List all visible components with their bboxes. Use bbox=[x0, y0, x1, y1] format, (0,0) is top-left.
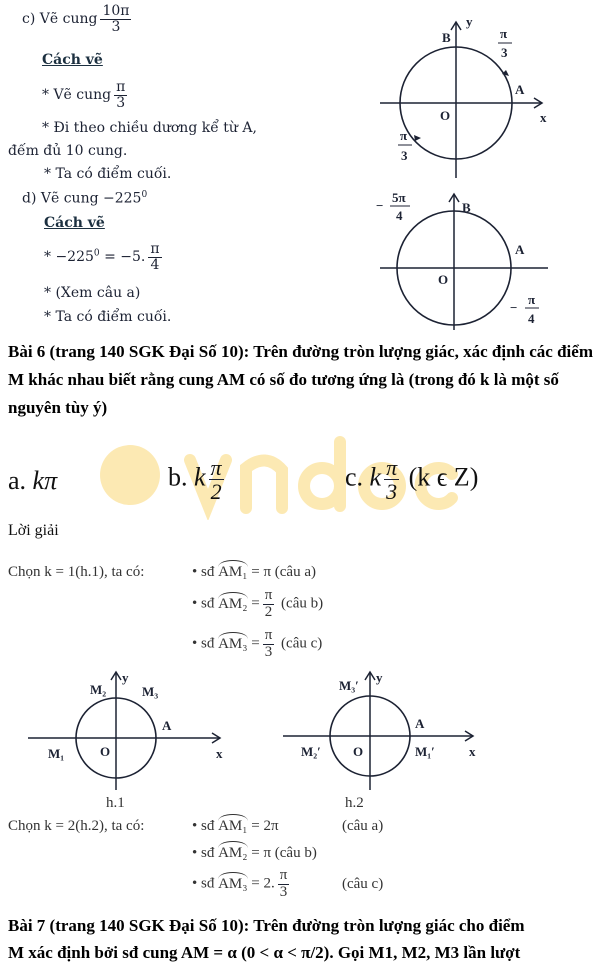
part-d-title bbox=[22, 190, 147, 207]
fraction bbox=[114, 80, 127, 110]
text: d) Vẽ cung −225 bbox=[22, 190, 142, 207]
numerator: 10π bbox=[102, 3, 130, 19]
label: c. bbox=[345, 462, 364, 492]
text: = bbox=[251, 635, 260, 652]
h1-caption: h.1 bbox=[106, 795, 125, 811]
numerator: 5π bbox=[392, 190, 406, 205]
point-label: M₃ bbox=[142, 684, 159, 699]
step bbox=[42, 80, 130, 110]
point-label: M₁ bbox=[48, 746, 65, 761]
exercise-7-line1: Bài 7 (trang 140 SGK Đại Số 10): Trên đường tròn lượng giác cho điểm bbox=[8, 916, 525, 935]
sup: 0 bbox=[141, 190, 148, 200]
k2-bullet-b bbox=[192, 845, 317, 862]
denominator: 4 bbox=[396, 208, 403, 223]
expr: kπ bbox=[32, 466, 58, 495]
step: * Đi theo chiều dương kể từ A, bbox=[42, 120, 257, 136]
point-label: O bbox=[440, 108, 451, 123]
text: * −225 bbox=[44, 249, 94, 266]
numerator: π bbox=[116, 79, 126, 95]
axis-label: x bbox=[540, 110, 547, 125]
solution-label: Lời giải bbox=[8, 522, 59, 539]
text: = bbox=[251, 595, 260, 612]
sup: 0 bbox=[93, 248, 100, 259]
text: • sđ bbox=[192, 564, 215, 580]
arc: AM₂ bbox=[218, 845, 248, 861]
text: • sđ bbox=[192, 818, 215, 834]
arc: AM₁ bbox=[218, 818, 248, 834]
denominator: 3 bbox=[401, 148, 408, 163]
denominator: 3 bbox=[264, 643, 273, 660]
sign: − bbox=[510, 300, 518, 315]
text: c) Vẽ cung bbox=[22, 11, 98, 28]
k: k bbox=[369, 462, 382, 492]
point-label: B bbox=[442, 30, 451, 45]
text: • sđ bbox=[192, 845, 215, 861]
numerator: π bbox=[279, 867, 288, 883]
text: = π (câu b) bbox=[251, 845, 317, 861]
watermark-mascot-icon bbox=[100, 445, 160, 505]
numerator: π bbox=[150, 241, 160, 257]
numerator: π bbox=[386, 455, 398, 480]
denominator: 3 bbox=[279, 883, 288, 900]
exercise-7-line2: M xác định bởi sđ cung AM = α (0 < α < π/2). Gọi M1, M2, M3 lần lượt bbox=[8, 943, 521, 962]
denominator: 4 bbox=[150, 256, 160, 273]
text: = 2π bbox=[251, 818, 279, 834]
k1-intro: Chọn k = 1(h.1), ta có: bbox=[8, 564, 145, 580]
arc: AM₁ bbox=[218, 564, 248, 580]
point-label: M₂ bbox=[90, 682, 107, 697]
k1-bullet-a bbox=[192, 564, 316, 581]
text: (câu b) bbox=[281, 595, 324, 612]
point-label: M₃′ bbox=[339, 678, 359, 693]
denominator: 3 bbox=[111, 18, 121, 35]
point-label: O bbox=[353, 744, 364, 759]
denominator: 4 bbox=[528, 311, 535, 326]
option-c bbox=[345, 456, 478, 503]
point-label: M₁′ bbox=[415, 744, 435, 759]
figure-h2 bbox=[275, 668, 485, 792]
fraction bbox=[209, 456, 224, 503]
k2-bullet-a bbox=[192, 818, 279, 835]
step bbox=[44, 242, 165, 272]
numerator: π bbox=[400, 128, 408, 143]
text: = −5. bbox=[104, 249, 146, 266]
method-heading: Cách vẽ bbox=[42, 52, 103, 68]
step: đếm đủ 10 cung. bbox=[8, 143, 128, 159]
sign: − bbox=[376, 198, 384, 213]
text: • sđ bbox=[192, 635, 215, 652]
k2-tag-a: (câu a) bbox=[342, 818, 384, 834]
set: (k ϵ Z) bbox=[408, 462, 479, 492]
k2-bullet-c bbox=[192, 868, 292, 901]
fraction bbox=[278, 868, 290, 901]
text: = 2. bbox=[251, 875, 275, 892]
denominator: 2 bbox=[210, 479, 222, 505]
text: * Vẽ cung bbox=[42, 87, 112, 104]
denominator: 3 bbox=[116, 94, 126, 111]
point-label: A bbox=[415, 716, 425, 731]
option-a bbox=[8, 466, 57, 496]
step: * Ta có điểm cuối. bbox=[44, 166, 172, 182]
denominator: 2 bbox=[264, 603, 273, 620]
point-label: B bbox=[462, 200, 471, 215]
point-label: A bbox=[515, 82, 525, 97]
point-label: A bbox=[162, 718, 172, 733]
numerator: π bbox=[500, 26, 508, 41]
axis-label: x bbox=[216, 746, 223, 761]
k1-bullet-b bbox=[192, 588, 323, 621]
numerator: π bbox=[528, 292, 536, 307]
fraction bbox=[148, 242, 161, 272]
axis-label: x bbox=[469, 744, 476, 759]
fraction bbox=[384, 456, 399, 503]
numerator: π bbox=[264, 587, 273, 603]
label: b. bbox=[168, 462, 188, 492]
arc: AM₃ bbox=[218, 635, 248, 652]
numerator: π bbox=[264, 627, 273, 643]
text: • sđ bbox=[192, 595, 215, 612]
label: a. bbox=[8, 466, 27, 495]
denominator: 3 bbox=[386, 479, 398, 505]
exercise-6-heading: Bài 6 (trang 140 SGK Đại Số 10): Trên đường tròn lượng giác, xác định các điểm M khác nhau biết rằng cung AM có số đo tương ứng là (trong đó k là một số nguyên tùy ý) bbox=[8, 342, 593, 417]
k1-bullet-c bbox=[192, 628, 322, 661]
axis-label: y bbox=[122, 670, 129, 685]
figure-arc-minus-225 bbox=[370, 182, 570, 332]
figure-h1 bbox=[20, 668, 230, 792]
text: • sđ bbox=[192, 875, 215, 892]
denominator: 3 bbox=[501, 45, 508, 60]
k2-intro: Chọn k = 2(h.2), ta có: bbox=[8, 818, 145, 834]
axis-label: y bbox=[376, 670, 383, 685]
fraction bbox=[263, 628, 275, 661]
text: (câu c) bbox=[281, 635, 323, 652]
k: k bbox=[194, 462, 206, 492]
arc: AM₃ bbox=[218, 875, 248, 892]
figure-arc-10pi-3 bbox=[370, 10, 570, 180]
method-heading: Cách vẽ bbox=[44, 215, 105, 231]
point-label: O bbox=[100, 744, 111, 759]
option-b bbox=[168, 456, 227, 503]
h2-caption: h.2 bbox=[345, 795, 364, 811]
point-label: A bbox=[515, 242, 525, 257]
step: * Ta có điểm cuối. bbox=[44, 309, 172, 325]
k2-tag-c: (câu c) bbox=[342, 876, 384, 892]
numerator: π bbox=[210, 455, 222, 480]
step: * (Xem câu a) bbox=[44, 285, 141, 301]
text: = π (câu a) bbox=[251, 564, 316, 580]
axis-label: y bbox=[466, 14, 473, 29]
point-label: O bbox=[438, 272, 449, 287]
part-c-title bbox=[22, 4, 134, 34]
point-label: M₂′ bbox=[301, 744, 321, 759]
fraction bbox=[100, 4, 131, 34]
fraction bbox=[263, 588, 275, 621]
arc: AM₂ bbox=[218, 595, 248, 612]
